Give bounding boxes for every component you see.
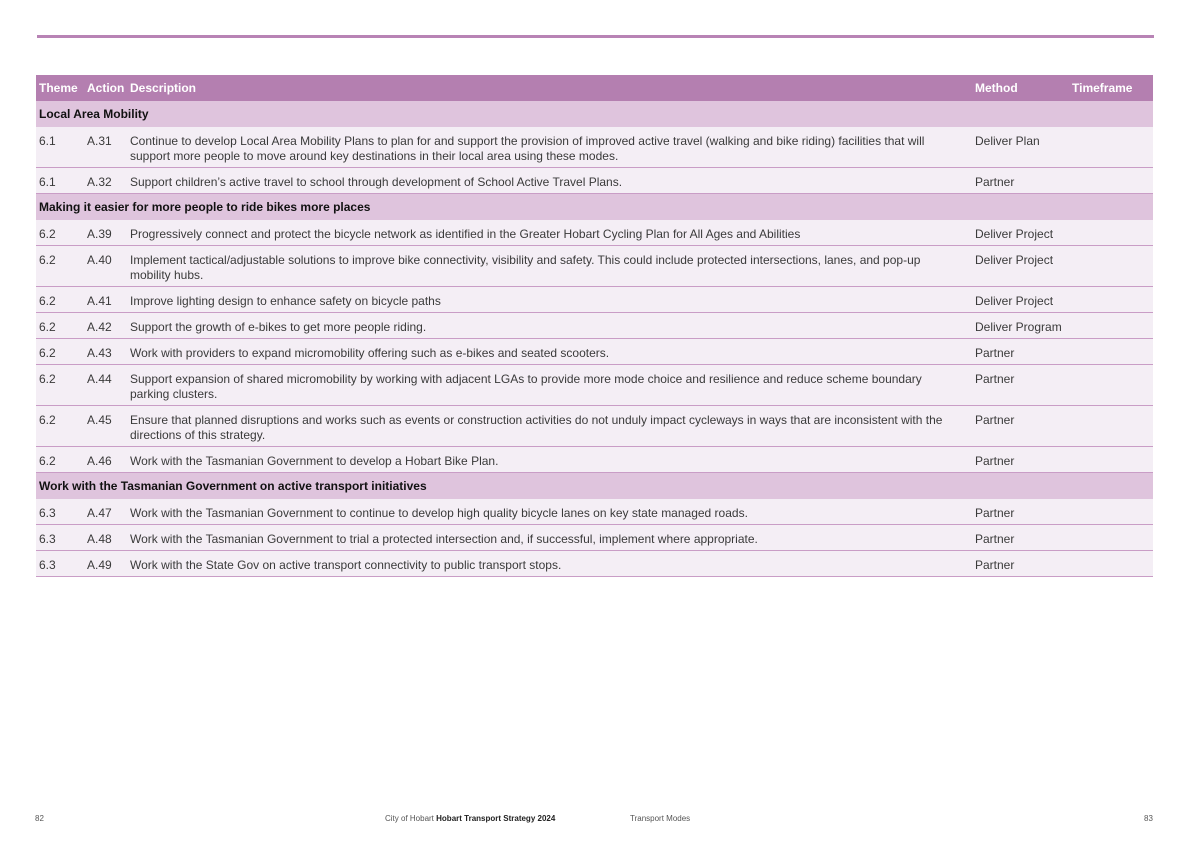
cell-action: A.40 (87, 253, 112, 267)
cell-theme: 6.3 (39, 532, 56, 546)
cell-action: A.49 (87, 558, 112, 572)
cell-description: Improve lighting design to enhance safety on bicycle paths (130, 294, 441, 308)
header-theme: Theme (39, 81, 78, 95)
table-row (36, 499, 1153, 525)
cell-description: Ensure that planned disruptions and works such as events or construction activities do not unduly impact cycleways in ways that are inconsistent with the directions of this strategy. (130, 413, 943, 442)
footer-doc-title: Hobart Transport Strategy 2024 (436, 814, 556, 823)
cell-method: Partner (975, 372, 1015, 386)
cell-description: Support children’s active travel to school through development of School Active Travel Plans. (130, 175, 623, 189)
cell-action: A.48 (87, 532, 112, 546)
cell-timeframe (1072, 227, 1153, 245)
cell-description: Continue to develop Local Area Mobility Plans to plan for and support the provision of improved active travel (walking and bike riding) facilities that will support more people to move around key destinations in their local area using these modes. (130, 134, 925, 163)
cell-action: A.39 (87, 227, 112, 241)
top-rule (37, 35, 1154, 38)
cell-theme: 6.1 (39, 134, 56, 148)
cell-method: Partner (975, 346, 1015, 360)
footer-section: Transport Modes (630, 814, 691, 823)
cell-description: Work with the Tasmanian Government to develop a Hobart Bike Plan. (130, 454, 499, 468)
table-row (36, 127, 1153, 168)
cell-description: Support the growth of e-bikes to get more people riding. (130, 320, 427, 334)
cell-method: Partner (975, 506, 1015, 520)
cell-method: Partner (975, 558, 1015, 572)
cell-theme: 6.3 (39, 558, 56, 572)
table-row (36, 406, 1153, 447)
table-row (36, 339, 1153, 365)
cell-method: Deliver Program (975, 320, 1062, 334)
cell-method: Partner (975, 175, 1015, 189)
cell-theme: 6.3 (39, 506, 56, 520)
table-row (36, 246, 1153, 287)
cell-method: Partner (975, 413, 1015, 427)
footer-title (385, 814, 555, 823)
cell-theme: 6.2 (39, 413, 56, 427)
cell-timeframe (1072, 413, 1153, 446)
cell-timeframe (1072, 320, 1153, 338)
cell-action: A.42 (87, 320, 112, 334)
footer-org: City of Hobart (385, 814, 434, 823)
cell-action: A.45 (87, 413, 112, 427)
cell-action: A.41 (87, 294, 112, 308)
cell-theme: 6.2 (39, 253, 56, 267)
cell-theme: 6.2 (39, 320, 56, 334)
cell-theme: 6.2 (39, 346, 56, 360)
table-row (36, 168, 1153, 194)
cell-action: A.43 (87, 346, 112, 360)
header-description: Description (130, 81, 197, 95)
cell-description: Implement tactical/adjustable solutions to improve bike connectivity, visibility and safety. This could include protected intersections, lanes, and pop-up mobility hubs. (130, 253, 921, 282)
section-heading: Work with the Tasmanian Government on active transport initiatives (36, 473, 1153, 499)
table-header (36, 75, 1153, 101)
cell-method: Deliver Project (975, 294, 1054, 308)
cell-action: A.44 (87, 372, 112, 386)
cell-theme: 6.2 (39, 294, 56, 308)
header-method: Method (975, 81, 1018, 95)
header-timeframe: Timeframe (1072, 81, 1133, 95)
cell-action: A.32 (87, 175, 112, 189)
cell-description: Work with the State Gov on active transport connectivity to public transport stops. (130, 558, 562, 572)
table-row (36, 220, 1153, 246)
header-action: Action (87, 81, 125, 95)
cell-action: A.46 (87, 454, 112, 468)
cell-theme: 6.2 (39, 372, 56, 386)
actions-table (36, 75, 1153, 577)
cell-theme: 6.2 (39, 227, 56, 241)
cell-theme: 6.2 (39, 454, 56, 468)
table-row (36, 365, 1153, 406)
table-row (36, 287, 1153, 313)
page-number-right: 83 (1144, 814, 1153, 823)
cell-timeframe (1072, 134, 1153, 167)
cell-timeframe (1072, 532, 1153, 550)
cell-timeframe (1072, 346, 1153, 364)
table-row (36, 525, 1153, 551)
cell-timeframe (1072, 454, 1153, 472)
section-heading: Local Area Mobility (36, 101, 1153, 127)
cell-description: Work with the Tasmanian Government to continue to develop high quality bicycle lanes on key state managed roads. (130, 506, 748, 520)
cell-description: Support expansion of shared micromobility by working with adjacent LGAs to provide more mode choice and resilience and reduce scheme boundary parking clusters. (130, 372, 922, 401)
cell-theme: 6.1 (39, 175, 56, 189)
cell-method: Deliver Plan (975, 134, 1040, 148)
table-row (36, 447, 1153, 473)
cell-action: A.31 (87, 134, 112, 148)
cell-description: Work with providers to expand micromobility offering such as e-bikes and seated scooters. (130, 346, 610, 360)
section-heading: Making it easier for more people to ride bikes more places (36, 194, 1153, 220)
cell-method: Partner (975, 454, 1015, 468)
cell-description: Progressively connect and protect the bicycle network as identified in the Greater Hobart Cycling Plan for All Ages and Abilities (130, 227, 801, 241)
table-row (36, 313, 1153, 339)
cell-method: Partner (975, 532, 1015, 546)
cell-method: Deliver Project (975, 253, 1054, 267)
cell-description: Work with the Tasmanian Government to trial a protected intersection and, if successful, implement where appropriate. (130, 532, 758, 546)
table-row (36, 551, 1153, 577)
page-number-left: 82 (35, 814, 44, 823)
cell-timeframe (1072, 175, 1153, 193)
cell-method: Deliver Project (975, 227, 1054, 241)
cell-action: A.47 (87, 506, 112, 520)
cell-timeframe (1072, 294, 1153, 312)
cell-timeframe (1072, 253, 1153, 286)
cell-timeframe (1072, 558, 1153, 576)
cell-timeframe (1072, 506, 1153, 524)
cell-timeframe (1072, 372, 1153, 405)
